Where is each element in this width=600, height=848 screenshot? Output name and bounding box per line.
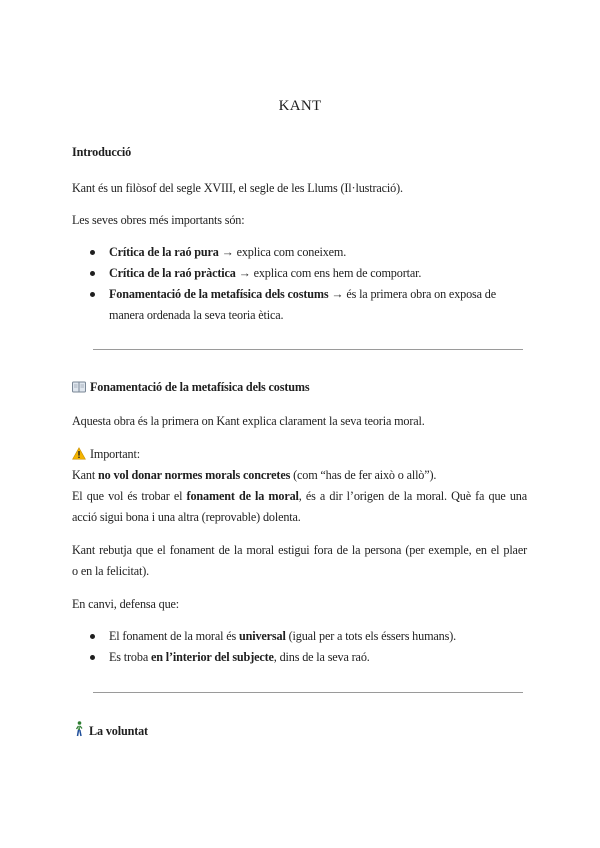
fonamentacio-paragraph-4: En canvi, defensa que: xyxy=(72,597,180,611)
bold-text: fonament de la moral xyxy=(186,489,299,503)
bullet-dot xyxy=(90,634,95,639)
fonamentacio-line-1 xyxy=(72,467,436,483)
work-title: Fonamentació de la metafísica dels costums xyxy=(109,287,329,301)
fonamentacio-line-2 xyxy=(72,488,527,504)
divider xyxy=(93,349,523,350)
book-icon xyxy=(72,381,86,397)
section-heading-introduccio: Introducció xyxy=(72,145,132,159)
divider xyxy=(93,692,523,693)
section-heading-fonamentacio xyxy=(72,379,309,397)
fonamentacio-line-3: acció sigui bona i una altra (reprovable) dolenta. xyxy=(72,510,301,524)
work-title: Crítica de la raó pràctica xyxy=(109,266,236,280)
bold-text: no vol donar normes morals concretes xyxy=(98,468,291,482)
work-desc: → és la primera obra on exposa de xyxy=(328,287,496,301)
list-item-work-1 xyxy=(109,244,346,260)
list-item-work-3 xyxy=(109,286,496,302)
list-item-point-1 xyxy=(109,628,456,644)
bullet-dot xyxy=(90,655,95,660)
bold-text: universal xyxy=(238,629,286,643)
text: (com “has de fer això o allò”). xyxy=(290,468,437,482)
fonamentacio-paragraph-1: Aquesta obra és la primera on Kant explica clarament la seva teoria moral. xyxy=(72,414,425,428)
person-walking-icon xyxy=(74,721,85,741)
text: El fonament de la moral és xyxy=(109,629,239,643)
list-item-work-2 xyxy=(109,265,421,281)
important-label: Important: xyxy=(90,447,140,461)
section-heading-text: La voluntat xyxy=(89,724,148,738)
intro-paragraph-2: Les seves obres més importants són: xyxy=(72,213,245,227)
list-item-work-3-continued: manera ordenada la seva teoria ètica. xyxy=(109,308,284,322)
intro-paragraph-1: Kant és un filòsof del segle XVIII, el segle de les Llums (Il·lustració). xyxy=(72,181,403,195)
list-item-point-2 xyxy=(109,649,370,665)
section-heading-voluntat xyxy=(74,721,148,741)
section-heading-text: Fonamentació de la metafísica dels costums xyxy=(90,380,310,394)
fonamentacio-paragraph-3a: Kant rebutja que el fonament de la moral estigui fora de la persona (per exemple, en el plaer xyxy=(72,543,527,557)
bullet-dot xyxy=(90,250,95,255)
bullet-dot xyxy=(90,292,95,297)
bullet-dot xyxy=(90,271,95,276)
page-title: KANT xyxy=(278,98,322,114)
important-note xyxy=(72,446,140,464)
work-title: Crítica de la raó pura xyxy=(109,245,219,259)
work-desc: → explica com ens hem de comportar. xyxy=(235,266,422,280)
text: Es troba xyxy=(109,650,151,664)
work-desc: → explica com coneixem. xyxy=(218,245,347,259)
text: , dins de la seva raó. xyxy=(273,650,370,664)
text: , és a dir l’origen de la moral. Què fa que una xyxy=(298,489,528,503)
text: El que vol és trobar el xyxy=(72,489,187,503)
text: (igual per a tots els éssers humans). xyxy=(285,629,457,643)
bold-text: en l’interior del subjecte xyxy=(150,650,274,664)
text: Kant xyxy=(72,468,98,482)
warning-icon xyxy=(72,447,86,464)
fonamentacio-paragraph-3b: o en la felicitat). xyxy=(72,564,150,578)
